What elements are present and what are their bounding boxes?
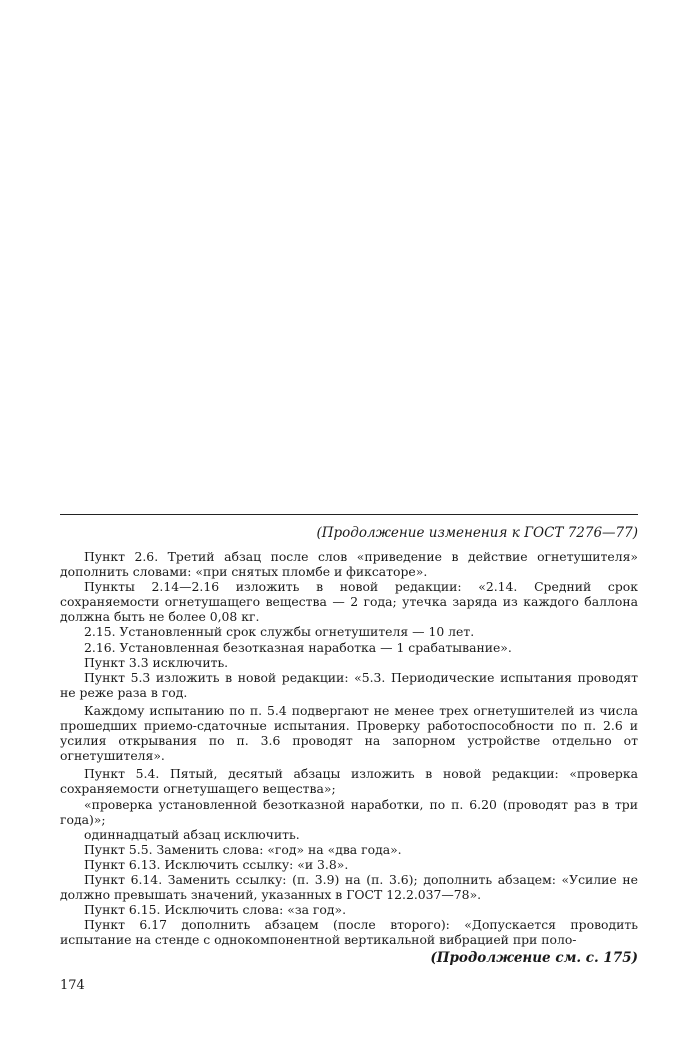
paragraph-14: Пункт 6.15. Исключить слова: «за год». [84,902,347,918]
paragraph-1: Пункт 2.6. Третий абзац после слов «приведение в действие огнетушителя» дополнить словами: «при снятых пломбе и фиксаторе». [60,549,638,580]
document-body [60,549,638,947]
paragraph-2: Пункты 2.14—2.16 изложить в новой редакции: «2.14. Средний срок сохраняемости огнетушащего вещества — 2 года; утечка заряда из каждого баллона должна быть не более 0,08 кг. [60,579,638,625]
paragraph-6: Пункт 5.3 изложить в новой редакции: «5.3. Периодические испытания проводят не реже раза в год. [60,669,638,700]
paragraph-13: Пункт 6.14. Заменить ссылку: (п. 3.9) на (п. 3.6); дополнить абзацем: «Усилие не должно превышать значений, указанных в ГОСТ 12.2.037—78». [60,871,638,903]
paragraph-7: Каждому испытанию по п. 5.4 подвергают не менее трех огнетушителей из числа прошедших приемо-сдаточные испытания. Проверку работоспособности по п. 2.6 и усилия открывания по п. 3.6 проводят на запорном устройстве отдельно от огнетушителя». [60,702,638,764]
continuation-footer: (Продолжение см. с. 175) [430,950,638,966]
paragraph-8: Пункт 5.4. Пятый, десятый абзацы изложить в новой редакции: «проверка сохраняемости огнетушащего вещества»; [60,766,638,797]
paragraph-5: Пункт 3.3 исключить. [84,654,229,670]
paragraph-12: Пункт 6.13. Исключить ссылку: «и 3.8». [84,856,349,872]
page-number: 174 [60,978,85,993]
paragraph-11: Пункт 5.5. Заменить слова: «год» на «два года». [84,841,402,857]
header-rule [60,514,638,515]
paragraph-10: одиннадцатый абзац исключить. [84,826,300,842]
paragraph-15: Пункт 6.17 дополнить абзацем (после второго): «Допускается проводить испытание на стенде с однокомпонентной вертикальной вибрацией при поло- [60,917,638,948]
paragraph-3: 2.15. Установленный срок службы огнетушителя — 10 лет. [84,624,475,640]
paragraph-9: «проверка установленной безотказной наработки, по п. 6.20 (проводят раз в три года)»; [60,796,638,827]
continuation-header: (Продолжение изменения к ГОСТ 7276—77) [316,525,638,541]
paragraph-4: 2.16. Установленная безотказная наработка — 1 срабатывание». [84,639,512,655]
